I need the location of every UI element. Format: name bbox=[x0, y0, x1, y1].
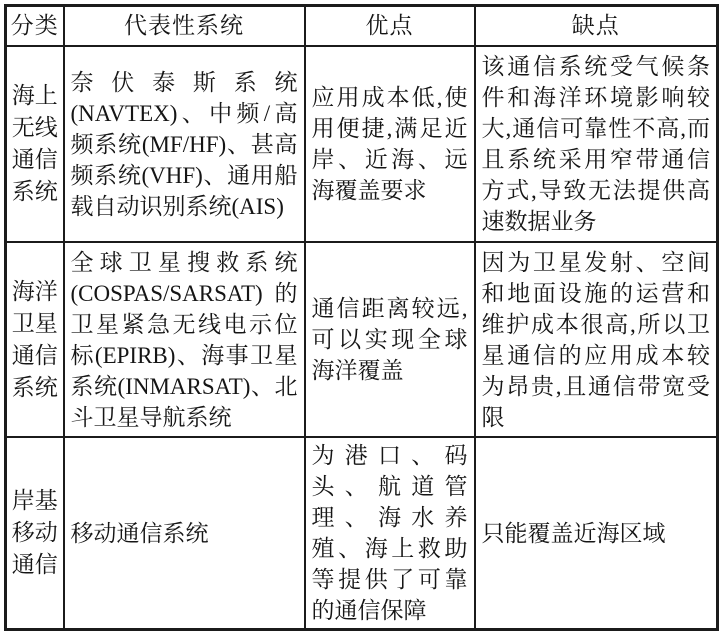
maritime-communication-comparison-table bbox=[4, 4, 719, 631]
cell-disadvantages-ocean-satellite: 因为卫星发射、空间和地面设施的运营和维护成本很高,所以卫星通信的应用成本较为昂贵,且通信带宽受限 bbox=[475, 242, 718, 437]
column-header-advantages: 优点 bbox=[305, 6, 475, 47]
column-header-disadvantages: 缺点 bbox=[475, 6, 718, 47]
table-row bbox=[6, 242, 718, 437]
cell-advantages-ocean-satellite: 通信距离较远,可以实现全球海洋覆盖 bbox=[305, 242, 475, 437]
cell-advantages-shore-mobile: 为港口、码头、航道管理、海水养殖、海上救助等提供了可靠的通信保障 bbox=[305, 437, 475, 630]
cell-advantages-maritime-wireless: 应用成本低,使用便捷,满足近岸、近海、远海覆盖要求 bbox=[305, 46, 475, 242]
table-row bbox=[6, 437, 718, 630]
cell-disadvantages-shore-mobile: 只能覆盖近海区域 bbox=[475, 437, 718, 630]
cell-systems-shore-mobile: 移动通信系统 bbox=[64, 437, 305, 630]
cell-category-maritime-wireless: 海上无线通信系统 bbox=[6, 46, 64, 242]
cell-systems-maritime-wireless: 奈伏泰斯系统(NAVTEX)、中频/高频系统(MF/HF)、甚高频系统(VHF)、通用船载自动识别系统(AIS) bbox=[64, 46, 305, 242]
cell-category-shore-mobile: 岸基移动通信 bbox=[6, 437, 64, 630]
column-header-category: 分类 bbox=[6, 6, 64, 47]
header-row bbox=[6, 6, 718, 47]
cell-category-ocean-satellite: 海洋卫星通信系统 bbox=[6, 242, 64, 437]
cell-systems-ocean-satellite: 全球卫星搜救系统(COSPAS/SARSAT)的卫星紧急无线电示位标(EPIRB)、海事卫星系统(INMARSAT)、北斗卫星导航系统 bbox=[64, 242, 305, 437]
table-row bbox=[6, 46, 718, 242]
cell-disadvantages-maritime-wireless: 该通信系统受气候条件和海洋环境影响较大,通信可靠性不高,而且系统采用窄带通信方式,导致无法提供高速数据业务 bbox=[475, 46, 718, 242]
column-header-systems: 代表性系统 bbox=[64, 6, 305, 47]
